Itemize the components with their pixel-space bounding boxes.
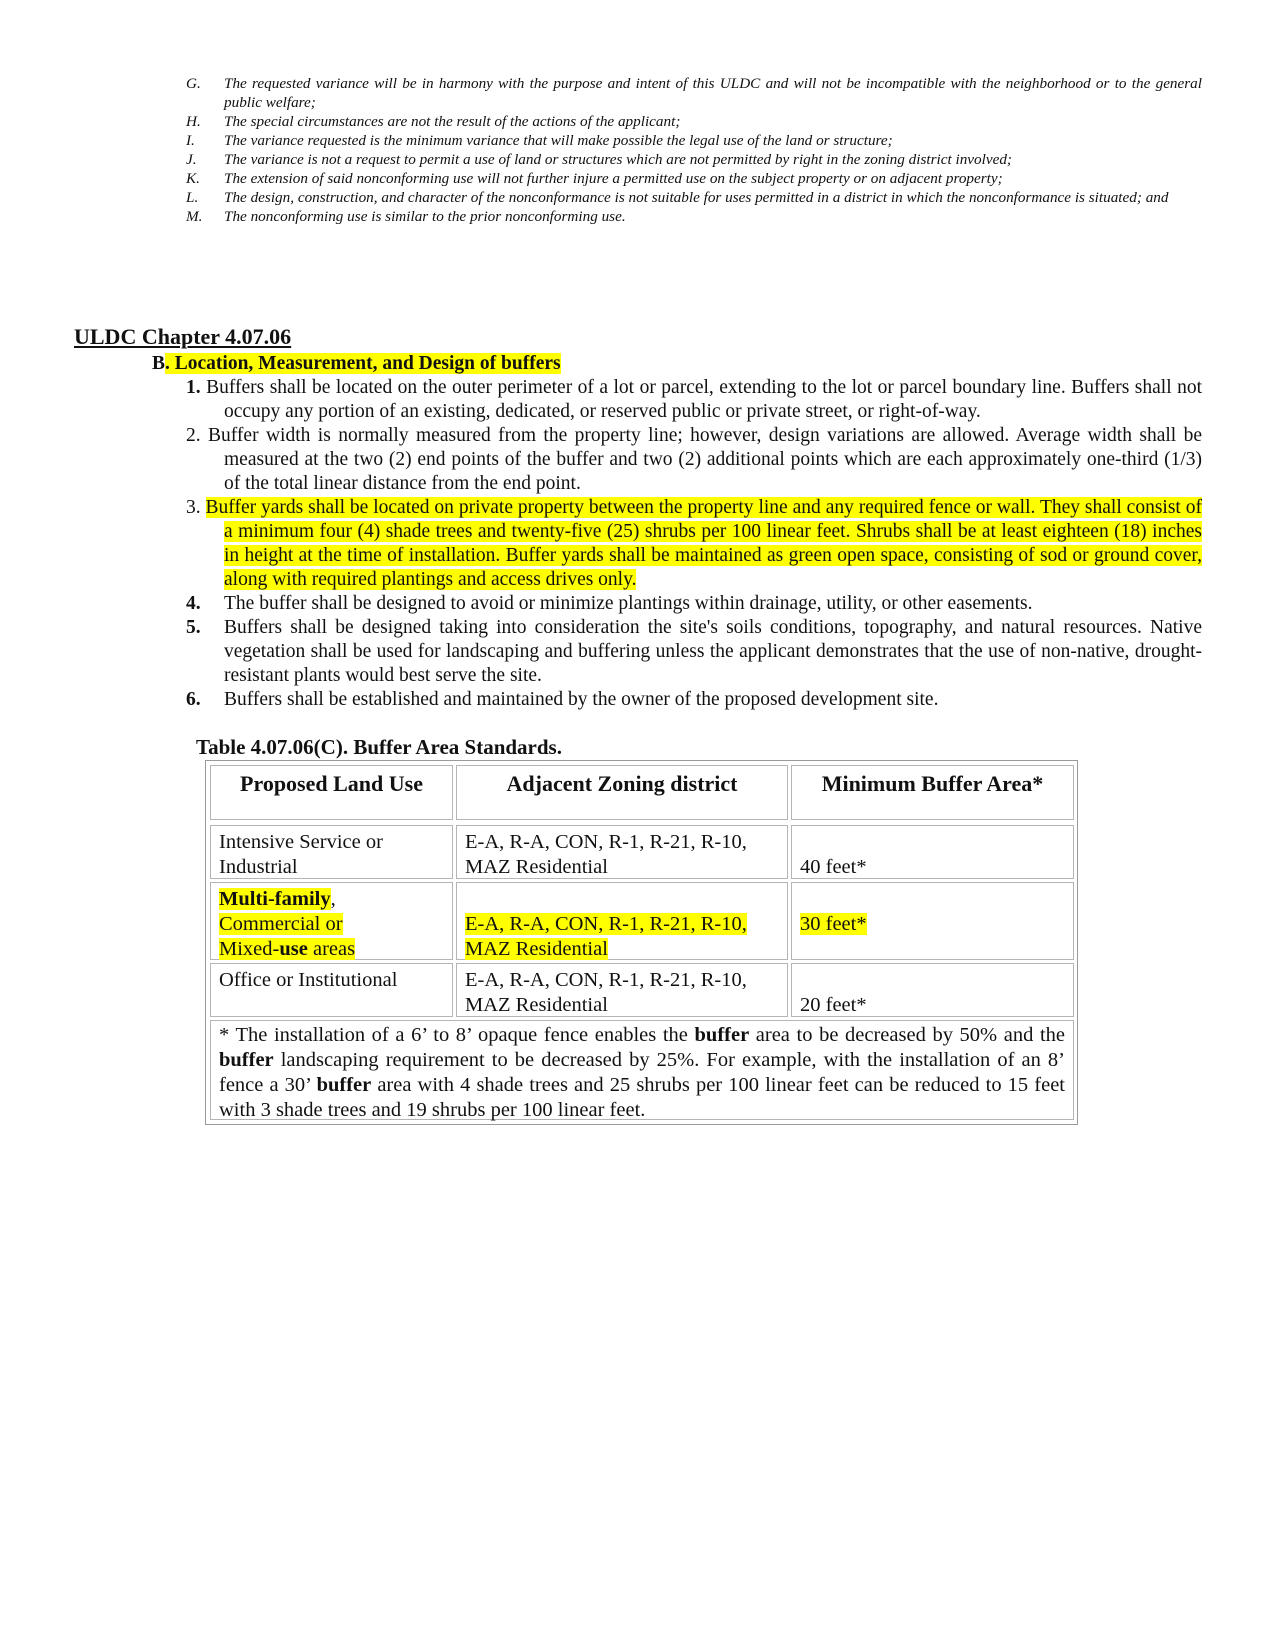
table-header: Proposed Land Use	[210, 765, 453, 820]
table-caption: Table 4.07.06(C). Buffer Area Standards.	[196, 735, 562, 759]
list-item: 3. Buffer yards shall be located on private property between the property line and any required fence or wall. They shall consist of a minimum four (4) shade trees and twenty-five (25) shrubs per 100 linear feet. Shrubs shall be at least eighteen (18) inches in height at the time of installation. Buffer yards shall be maintained as green open space, consisting of sod or ground cover, along with required plantings and access drives only.	[186, 497, 1203, 590]
table-footnote: * The installation of a 6’ to 8’ opaque fence enables the buffer area to be decreased by 50% and the buffer landscaping requirement to be decreased by 25%. For example, with the installation of an 8’ fence a 30’ buffer area with 4 shade trees and 25 shrubs per 100 linear feet can be reduced to 15 feet with 3 shade trees and 19 shrubs per 100 linear feet.	[210, 1020, 1074, 1120]
section-title: . Location, Measurement, and Design of buffers	[165, 353, 561, 374]
highlighted-text: 30 feet*	[800, 913, 867, 935]
list-item: 4. The buffer shall be designed to avoid or minimize plantings within drainage, utility, or other easements.	[186, 593, 1033, 614]
table-cell	[791, 882, 1074, 960]
criteria-item: G. The requested variance will be in harmony with the purpose and intent of this ULDC and will not be incompatible with the neighborhood or to the general public welfare;	[186, 75, 1202, 111]
buffer-requirements-list	[186, 376, 1202, 712]
criteria-item: J. The variance is not a request to permit a use of land or structures which are not permitted by right in the zoning district involved;	[186, 151, 1012, 168]
criteria-item: H. The special circumstances are not the result of the actions of the applicant;	[186, 113, 681, 130]
table-cell: 20 feet*	[791, 963, 1074, 1017]
list-item: 1. Buffers shall be located on the outer perimeter of a lot or parcel, extending to the lot or parcel boundary line. Buffers shall not occupy any portion of an existing, dedicated, or reserved public or private street, or right-of-way.	[186, 377, 1203, 422]
table-cell	[456, 882, 788, 960]
table-cell: 40 feet*	[791, 825, 1074, 879]
criteria-item: L. The design, construction, and character of the nonconformance is not suitable for uses permitted in a district in which the nonconformance is situated; and	[186, 189, 1169, 206]
table-cell: Office or Institutional	[210, 963, 453, 1017]
section-heading	[152, 352, 561, 376]
table-cell: Intensive Service or Industrial	[210, 825, 453, 879]
section-letter: B	[152, 353, 166, 374]
table-cell: Multi-family, Commercial or Mixed-use areas	[210, 882, 453, 960]
chapter-title: ULDC Chapter 4.07.06	[74, 324, 292, 349]
criteria-item: K. The extension of said nonconforming use will not further injure a permitted use on the subject property or on adjacent property;	[186, 170, 1003, 187]
variance-criteria-list	[186, 74, 1202, 226]
highlighted-text: Buffer yards shall be located on private property between the property line and any required fence or wall. They shall consist of a minimum four (4) shade trees and twenty-five (25) shrubs per 100 linear feet. Shrubs shall be at least eighteen (18) inches in height at the time of installation. Buffer yards shall be maintained as green open space, consisting of sod or ground cover, along with required plantings and access drives only.	[205, 497, 1203, 590]
table-header: Adjacent Zoning district	[456, 765, 788, 820]
list-item: 2. Buffer width is normally measured from the property line; however, design variations are allowed. Average width shall be measured at the two (2) end points of the buffer and two (2) additional points which are each approximately one-third (1/3) of the total linear distance from the end point.	[186, 425, 1203, 494]
list-item: 6. Buffers shall be established and maintained by the owner of the proposed development site.	[186, 689, 939, 710]
highlighted-text: E-A, R-A, CON, R-1, R-21, R-10, MAZ Residential	[465, 913, 747, 960]
table-header: Minimum Buffer Area*	[791, 765, 1074, 820]
criteria-item: I. The variance requested is the minimum variance that will make possible the legal use of the land or structure;	[186, 132, 893, 149]
buffer-standards-table	[205, 760, 1078, 1125]
criteria-item: M. The nonconforming use is similar to the prior nonconforming use.	[186, 208, 626, 225]
table-cell: E-A, R-A, CON, R-1, R-21, R-10, MAZ Residential	[456, 963, 788, 1017]
list-item: 5. Buffers shall be designed taking into consideration the site's soils conditions, topography, and natural resources. Native vegetation shall be used for landscaping and buffering unless the applicant demonstrates that the use of non-native, drought-resistant plants would best serve the site.	[186, 617, 1202, 686]
table-cell: E-A, R-A, CON, R-1, R-21, R-10, MAZ Residential	[456, 825, 788, 879]
